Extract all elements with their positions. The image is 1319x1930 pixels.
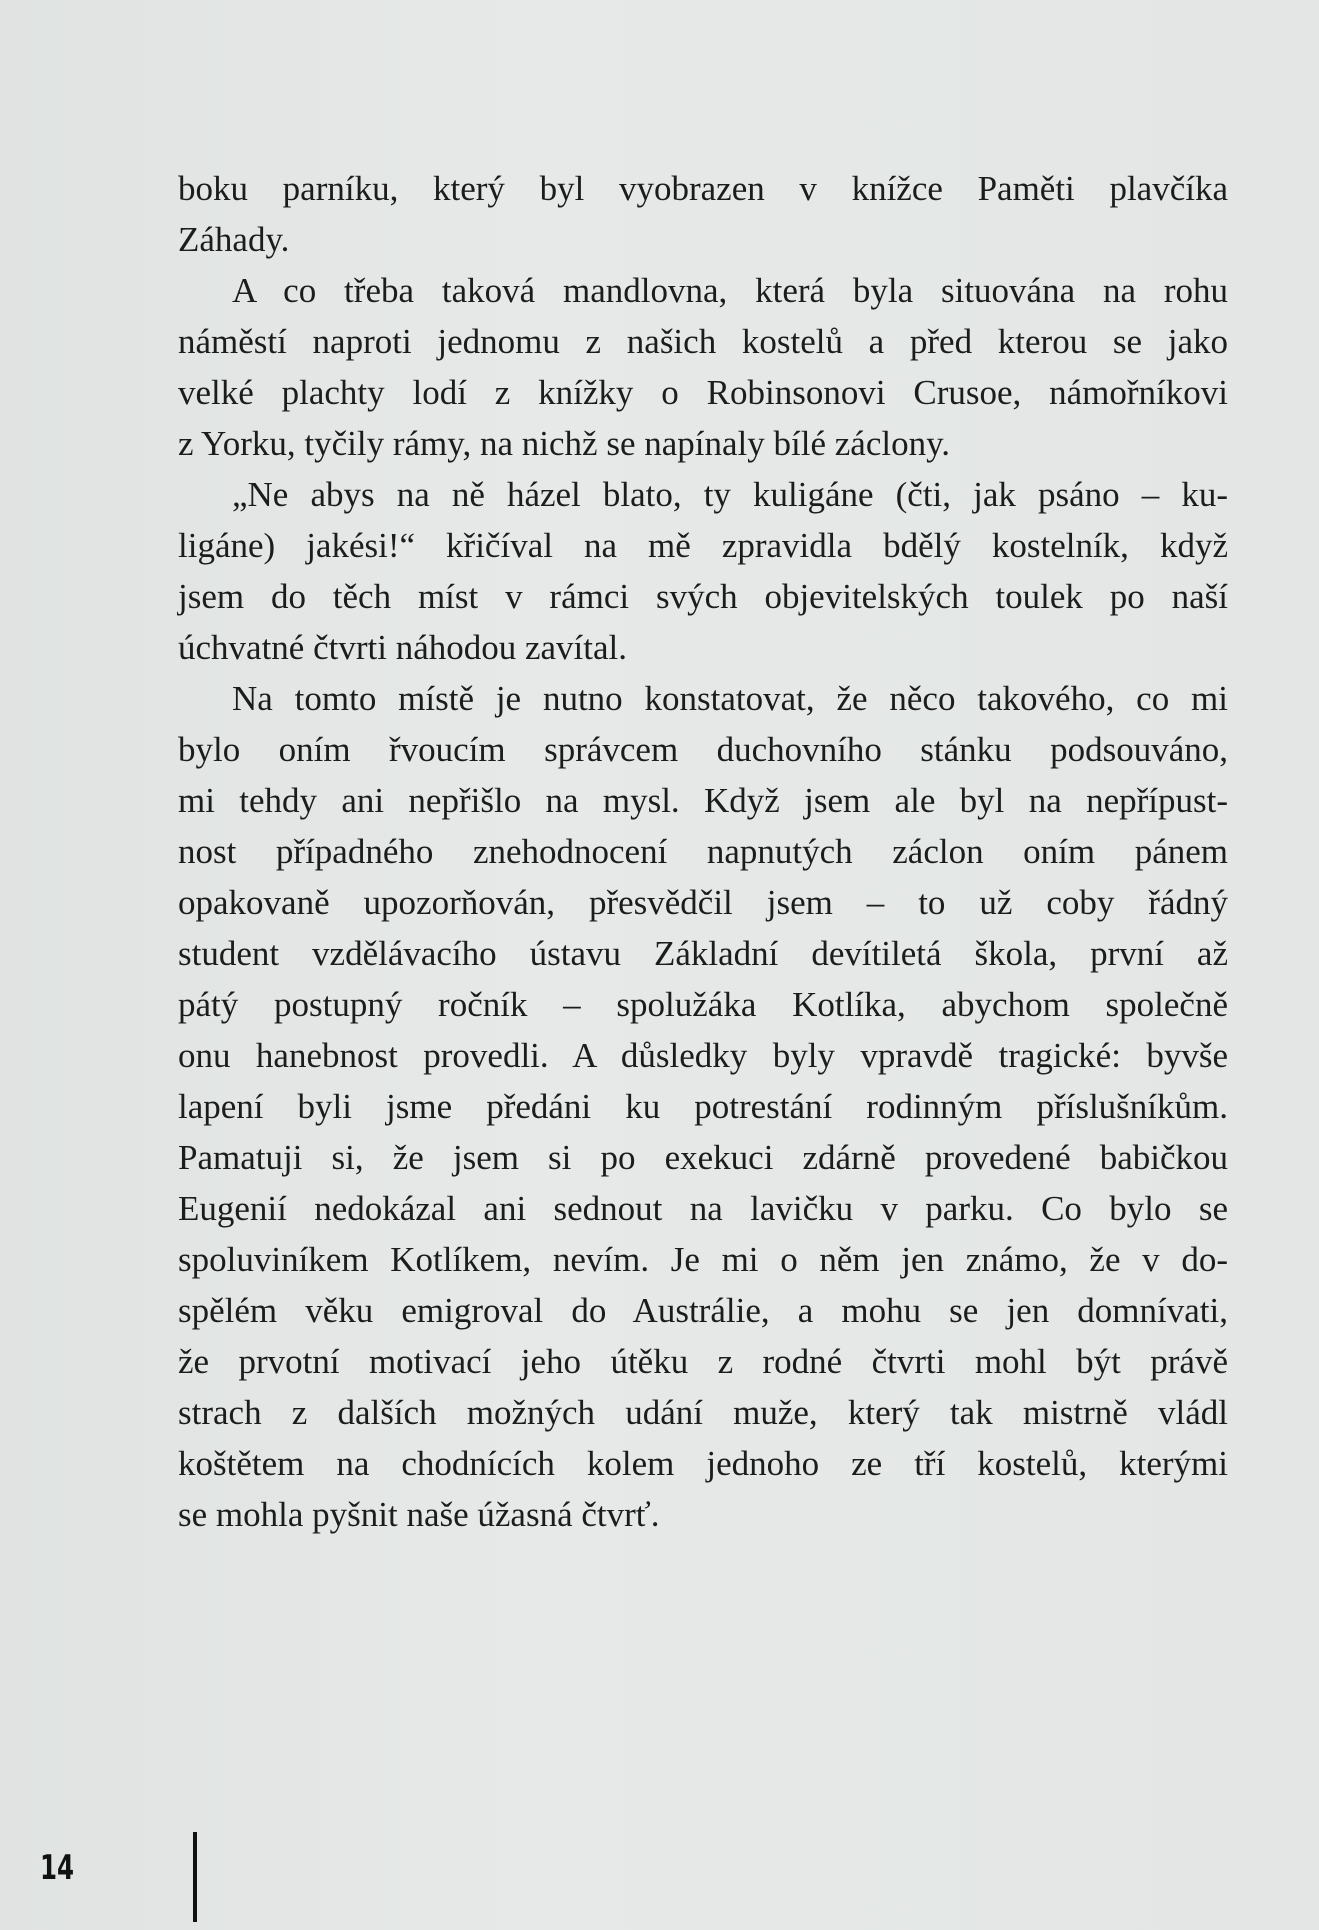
- text-line: náměstí naproti jednomu z našich kostelů a před kterou se jako: [178, 322, 1228, 361]
- text-line: opakovaně upozorňován, přesvědčil jsem – to už coby řádný: [178, 883, 1228, 922]
- page-number-rule: [193, 1832, 197, 1922]
- text-line: koštětem na chodnících kolem jednoho ze tří kostelů, kterými: [178, 1444, 1228, 1483]
- text-line: spoluviníkem Kotlíkem, nevím. Je mi o něm jen známo, že v do-: [178, 1240, 1228, 1279]
- text-line: Na tomto místě je nutno konstatovat, že něco takového, co mi: [232, 679, 1228, 718]
- text-line: student vzdělávacího ústavu Základní devítiletá škola, první až: [178, 934, 1228, 973]
- text-line: že prvotní motivací jeho útěku z rodné čtvrti mohl být právě: [178, 1342, 1228, 1381]
- text-line: strach z dalších možných udání muže, který tak mistrně vládl: [178, 1393, 1228, 1432]
- page-number: 14: [40, 1848, 75, 1888]
- text-line: Eugenií nedokázal ani sednout na lavičku v parku. Co bylo se: [178, 1189, 1228, 1228]
- text-line: „Ne abys na ně házel blato, ty kuligáne (čti, jak psáno – ku-: [232, 475, 1228, 514]
- text-line: A co třeba taková mandlovna, která byla situována na rohu: [232, 271, 1228, 310]
- text-line: onu hanebnost provedli. A důsledky byly vpravdě tragické: byvše: [178, 1036, 1228, 1075]
- text-line: boku parníku, který byl vyobrazen v knížce Paměti plavčíka: [178, 169, 1228, 208]
- text-line: Pamatuji si, že jsem si po exekuci zdárně provedené babičkou: [178, 1138, 1228, 1177]
- text-line: spělém věku emigroval do Austrálie, a mohu se jen domnívati,: [178, 1291, 1228, 1330]
- text-line: nost případného znehodnocení napnutých záclon oním pánem: [178, 832, 1228, 871]
- text-line: se mohla pyšnit naše úžasná čtvrť.: [178, 1495, 660, 1534]
- text-line: z Yorku, tyčily rámy, na nichž se napínaly bílé záclony.: [178, 424, 951, 463]
- text-line: Záhady.: [178, 220, 290, 259]
- text-line: mi tehdy ani nepřišlo na mysl. Když jsem ale byl na nepřípust-: [178, 781, 1228, 820]
- text-line: ligáne) jakési!“ křičíval na mě zpravidla bdělý kostelník, když: [178, 526, 1228, 565]
- text-line: velké plachty lodí z knížky o Robinsonovi Crusoe, námořníkovi: [178, 373, 1228, 412]
- text-line: pátý postupný ročník – spolužáka Kotlíka, abychom společně: [178, 985, 1228, 1024]
- text-line: úchvatné čtvrti náhodou zavítal.: [178, 628, 628, 667]
- text-line: lapení byli jsme předáni ku potrestání rodinným příslušníkům.: [178, 1087, 1228, 1126]
- text-line: bylo oním řvoucím správcem duchovního stánku podsouváno,: [178, 730, 1228, 769]
- body-text: [178, 163, 1228, 1540]
- text-line: jsem do těch míst v rámci svých objevitelských toulek po naší: [178, 577, 1228, 616]
